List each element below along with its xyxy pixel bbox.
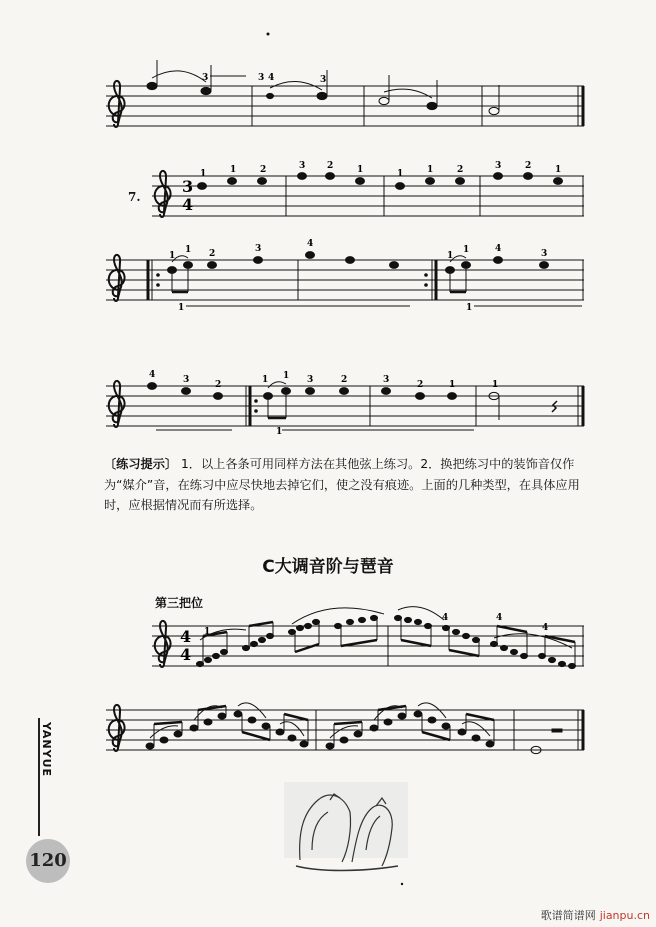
staff-2: [152, 176, 584, 216]
svg-text:1: 1: [204, 627, 211, 637]
treble-clef-6: [109, 705, 125, 751]
svg-text:4: 4: [496, 613, 503, 623]
practice-tip: [104, 454, 602, 516]
watermark-url: jianpu.cn: [599, 909, 650, 922]
svg-text:1: 1: [427, 165, 434, 175]
practice-tip-label: 〔练习提示〕: [104, 457, 178, 471]
svg-text:1: 1: [555, 165, 562, 175]
staff-6: [106, 710, 584, 750]
svg-text:4: 4: [268, 73, 275, 83]
svg-text:2: 2: [457, 165, 464, 175]
svg-text:3: 3: [495, 161, 502, 171]
svg-text:1: 1: [230, 165, 237, 175]
practice-tip-text: 1．以上各条可用同样方法在其他弦上练习。2．换把练习中的装饰音仅作为“媒介”音，在练习中应尽快地去掉它们，使之没有痕迹。上面的几种类型，在具体应用时，应根据情况而有所选择。: [104, 457, 580, 512]
exercise-number: 7.: [128, 190, 141, 204]
svg-text:2: 2: [215, 380, 222, 390]
treble-clef-2: [155, 171, 171, 217]
svg-text:1: 1: [397, 169, 404, 179]
svg-text:3: 3: [383, 375, 390, 385]
svg-text:1: 1: [357, 165, 364, 175]
staff-4-fingerings: [149, 370, 498, 437]
svg-text:1: 1: [466, 303, 473, 313]
svg-text:4: 4: [495, 244, 502, 254]
svg-text:3: 3: [202, 73, 209, 83]
treble-clef-3: [109, 255, 125, 301]
side-label: YANYUE: [40, 722, 53, 778]
svg-text:3: 3: [258, 73, 265, 83]
watermark: [541, 907, 650, 923]
staff-3: [106, 260, 584, 300]
page-number: 120: [29, 850, 67, 871]
svg-text:2: 2: [417, 380, 424, 390]
svg-text:4: 4: [307, 239, 314, 249]
time-signature-scale-bottom: 4: [180, 645, 192, 664]
staff-2-notes: [198, 173, 563, 190]
treble-clef-4: [109, 381, 125, 427]
svg-text:4: 4: [542, 623, 549, 633]
svg-text:1: 1: [449, 380, 456, 390]
svg-text:3: 3: [541, 249, 548, 259]
svg-text:2: 2: [525, 161, 532, 171]
svg-text:1: 1: [169, 251, 176, 261]
svg-text:4: 4: [442, 613, 449, 623]
section-title: C大调音阶与琶音: [262, 557, 394, 577]
staff-3-fingerings: [169, 239, 547, 313]
svg-text:1: 1: [178, 303, 185, 313]
treble-clef-5: [155, 621, 171, 667]
time-signature-bottom: 4: [182, 195, 194, 214]
svg-text:1: 1: [200, 169, 207, 179]
svg-text:1: 1: [185, 245, 192, 255]
treble-clef-1: [109, 81, 125, 127]
svg-text:3: 3: [307, 375, 314, 385]
svg-text:1: 1: [447, 251, 454, 261]
svg-text:2: 2: [209, 249, 216, 259]
watermark-site: 歌谱简谱网: [540, 909, 596, 922]
position-label: 第三把位: [155, 596, 204, 610]
page-number-badge: [26, 839, 70, 883]
svg-text:3: 3: [183, 375, 190, 385]
svg-text:1: 1: [262, 375, 269, 385]
time-signature-top: 3: [182, 177, 194, 196]
svg-text:1: 1: [463, 245, 470, 255]
svg-text:1: 1: [492, 380, 499, 390]
svg-text:2: 2: [341, 375, 348, 385]
svg-text:2: 2: [327, 161, 334, 171]
svg-text:1: 1: [283, 371, 290, 381]
svg-text:2: 2: [260, 165, 267, 175]
svg-text:3: 3: [299, 161, 306, 171]
time-signature-scale-top: 4: [180, 627, 192, 646]
svg-text:4: 4: [149, 370, 156, 380]
svg-text:1: 1: [276, 427, 283, 437]
staff-5-notes: [197, 607, 576, 669]
svg-text:3: 3: [320, 75, 327, 85]
rock-illustration: [284, 782, 408, 871]
staff-1: [106, 86, 584, 126]
svg-text:3: 3: [255, 244, 262, 254]
